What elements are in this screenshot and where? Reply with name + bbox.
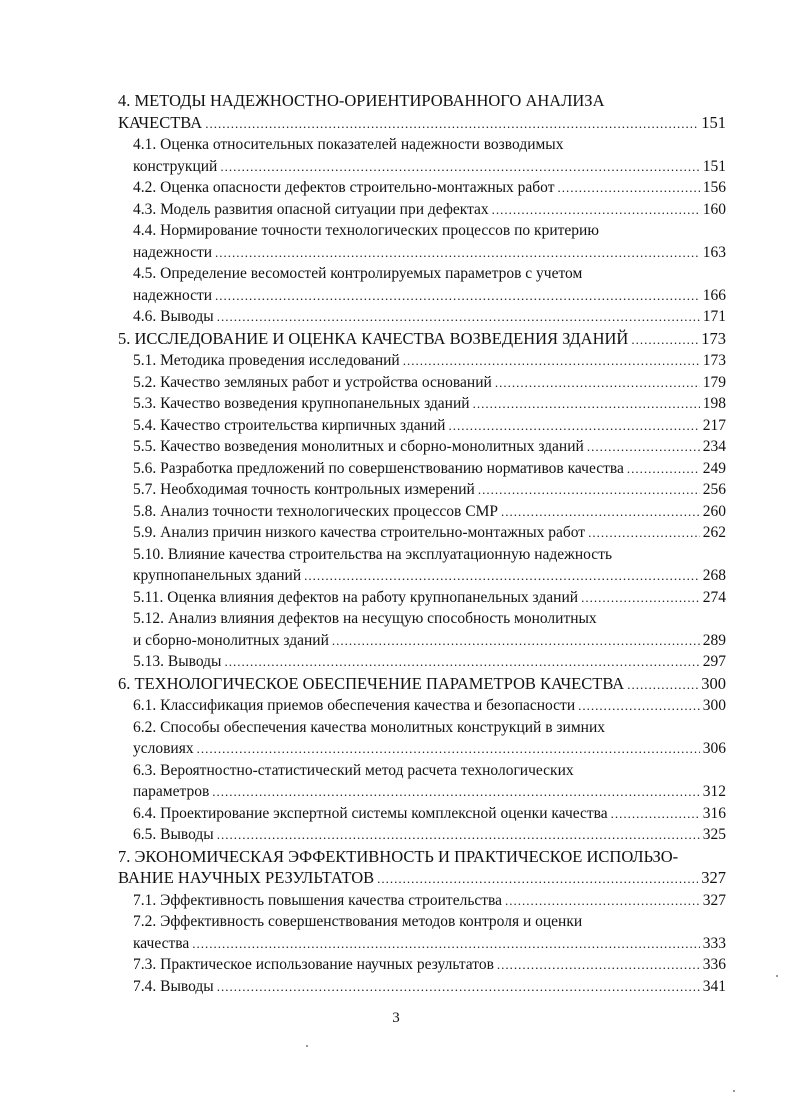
toc-title-text: параметров xyxy=(133,783,210,800)
toc-line xyxy=(118,134,726,156)
toc-title-text: 6. ТЕХНОЛОГИЧЕСКОЕ ОБЕСПЕЧЕНИЕ ПАРАМЕТРОВ КАЧЕСТВА xyxy=(118,673,625,693)
toc-page-number: 327 xyxy=(701,868,726,887)
toc-chapter xyxy=(118,673,726,696)
toc-title-text: надежности xyxy=(133,286,213,304)
toc-page-number: 325 xyxy=(702,826,726,843)
toc-line xyxy=(118,436,726,458)
dot-leader xyxy=(578,695,700,717)
toc-line xyxy=(118,954,726,976)
toc-line xyxy=(118,285,726,307)
toc-title-text: 5.11. Оценка влияния дефектов на работу крупнопанельных зданий xyxy=(133,588,579,606)
toc-line xyxy=(118,867,726,890)
toc-title-text: 4.5. Определение весомостей контролируемых параметров с учетом xyxy=(133,265,583,282)
toc-line xyxy=(118,263,726,285)
toc-section xyxy=(118,393,726,415)
dot-leader xyxy=(627,458,700,480)
toc-page-number: 268 xyxy=(702,567,726,584)
toc-section xyxy=(118,134,726,177)
toc-page-number: 156 xyxy=(702,179,726,196)
toc-page-number: 160 xyxy=(702,200,726,218)
toc-line xyxy=(118,112,726,135)
toc-title-text: 7.4. Выводы xyxy=(133,977,214,995)
toc-page-number: 333 xyxy=(702,934,726,952)
dot-leader xyxy=(304,565,700,587)
dot-leader xyxy=(224,651,699,673)
toc-line xyxy=(118,220,726,242)
toc-section xyxy=(118,501,726,523)
toc-line xyxy=(118,695,726,717)
toc-line xyxy=(118,608,726,630)
toc-line xyxy=(118,522,726,544)
toc-page-number: 300 xyxy=(701,673,726,693)
toc-page-number: 327 xyxy=(702,891,726,909)
dot-leader xyxy=(215,285,700,307)
toc-line xyxy=(118,824,726,846)
toc-page-number: 163 xyxy=(702,243,726,261)
dot-leader xyxy=(581,587,700,609)
toc-line xyxy=(118,803,726,825)
toc-section xyxy=(118,608,726,651)
toc-title-text: крупнопанельных зданий xyxy=(133,567,302,584)
toc-page-number: 316 xyxy=(702,804,726,822)
toc-line xyxy=(118,415,726,437)
dot-leader xyxy=(403,350,700,372)
toc-section xyxy=(118,890,726,912)
dot-leader xyxy=(205,113,698,135)
toc-line xyxy=(118,565,726,587)
dot-leader xyxy=(492,199,700,221)
toc-title-text: условиях xyxy=(133,740,194,757)
toc-line xyxy=(118,372,726,394)
toc-section xyxy=(118,372,726,394)
toc-title-text: 7. ЭКОНОМИЧЕСКАЯ ЭФФЕКТИВНОСТЬ И ПРАКТИЧЕСКОЕ ИСПОЛЬЗО- xyxy=(118,846,679,866)
toc-page-number: 336 xyxy=(702,956,726,973)
toc-title-text: конструкций xyxy=(133,157,218,175)
dot-leader xyxy=(631,329,698,351)
toc-line xyxy=(118,458,726,480)
toc-title-text: 6.3. Вероятностно-статистический метод расчета технологических xyxy=(133,761,574,779)
toc-title-text: 4.6. Выводы xyxy=(133,308,214,325)
toc-page-number: 297 xyxy=(702,653,726,670)
toc-title-text: 5.7. Необходимая точность контрольных измерений xyxy=(133,481,475,498)
dot-leader xyxy=(501,501,700,523)
toc-line xyxy=(118,630,726,652)
dot-leader xyxy=(497,954,700,976)
dot-leader xyxy=(505,890,700,912)
toc-title-text: 4. МЕТОДЫ НАДЕЖНОСТНО-ОРИЕНТИРОВАННОГО АНАЛИЗА xyxy=(118,91,605,110)
dot-leader xyxy=(588,522,700,544)
scan-speck xyxy=(776,975,778,977)
toc-line xyxy=(118,717,726,739)
toc-section xyxy=(118,350,726,372)
dot-leader xyxy=(217,306,700,328)
dot-leader xyxy=(220,156,699,178)
toc-page-number: 179 xyxy=(702,373,726,391)
dot-leader xyxy=(448,415,699,437)
toc-section xyxy=(118,263,726,306)
toc-page-number: 260 xyxy=(702,502,726,520)
toc-page-number: 306 xyxy=(702,740,726,757)
toc-section xyxy=(118,199,726,221)
toc-line xyxy=(118,651,726,673)
toc-line xyxy=(118,306,726,328)
page-number: 3 xyxy=(392,1010,400,1026)
toc-title-text: 5.13. Выводы xyxy=(133,653,222,670)
dot-leader xyxy=(611,803,700,825)
dot-leader xyxy=(217,976,700,998)
toc-title-text: 6.1. Классификация приемов обеспечения качества и безопасности xyxy=(133,697,576,714)
dot-leader xyxy=(587,436,700,458)
scan-speck xyxy=(733,1090,735,1092)
toc-line xyxy=(118,846,726,868)
dot-leader xyxy=(332,630,700,652)
toc-line xyxy=(118,933,726,955)
toc-section xyxy=(118,415,726,437)
toc-page-number: 274 xyxy=(702,588,726,606)
dot-leader xyxy=(197,738,700,760)
toc-title-text: 5.12. Анализ влияния дефектов на несущую способность монолитных xyxy=(133,610,597,627)
toc-section xyxy=(118,717,726,760)
dot-leader xyxy=(217,824,700,846)
toc-line xyxy=(118,673,726,696)
toc-title-text: 4.3. Модель развития опасной ситуации при дефектах xyxy=(133,200,489,218)
toc-section xyxy=(118,651,726,673)
toc-title-text: качества xyxy=(133,934,190,952)
toc-page-number: 166 xyxy=(702,286,726,304)
toc-line xyxy=(118,156,726,178)
toc-line xyxy=(118,177,726,199)
toc-title-text: 6.5. Выводы xyxy=(133,826,214,843)
toc-line xyxy=(118,90,726,112)
toc-page-number: 341 xyxy=(702,977,726,995)
toc-line xyxy=(118,781,726,803)
toc-section xyxy=(118,522,726,544)
toc-title-text: 7.1. Эффективность повышения качества строительства xyxy=(133,891,503,909)
scan-speck xyxy=(306,1045,308,1047)
toc-page-number: 198 xyxy=(702,395,726,412)
toc-page-number: 151 xyxy=(702,157,726,175)
toc-page-number: 312 xyxy=(702,783,726,800)
toc-page-number: 262 xyxy=(702,524,726,541)
toc-section xyxy=(118,911,726,954)
toc-title-text: 5.3. Качество возведения крупнопанельных зданий xyxy=(133,395,470,412)
dot-leader xyxy=(192,933,699,955)
toc-title-text: 6.4. Проектирование экспертной системы комплексной оценки качества xyxy=(133,804,608,822)
toc-title-text: 4.1. Оценка относительных показателей надежности возводимых xyxy=(133,136,564,153)
toc-page-number: 173 xyxy=(702,352,726,369)
toc-section xyxy=(118,803,726,825)
toc-section xyxy=(118,177,726,199)
toc-section xyxy=(118,479,726,501)
toc-section xyxy=(118,544,726,587)
toc-section xyxy=(118,458,726,480)
toc-page-number: 289 xyxy=(702,631,726,649)
toc-title-text: 5.1. Методика проведения исследований xyxy=(133,352,400,369)
toc-chapter xyxy=(118,90,726,134)
toc-title-text: 6.2. Способы обеспечения качества монолитных конструкций в зимних xyxy=(133,718,605,736)
toc-line xyxy=(118,199,726,221)
toc-line xyxy=(118,501,726,523)
toc-section xyxy=(118,976,726,998)
toc-title-text: 5.6. Разработка предложений по совершенствованию нормативов качества xyxy=(133,459,624,477)
toc-line xyxy=(118,760,726,782)
toc-title-text: 7.3. Практическое использование научных результатов xyxy=(133,956,494,973)
toc-line xyxy=(118,328,726,351)
toc-section xyxy=(118,436,726,458)
toc-title-text: 5.2. Качество земляных работ и устройства оснований xyxy=(133,373,492,391)
toc-title-text: КАЧЕСТВА xyxy=(118,112,203,132)
toc-line xyxy=(118,976,726,998)
toc-section xyxy=(118,306,726,328)
toc-title-text: 4.2. Оценка опасности дефектов строительно-монтажных работ xyxy=(133,179,555,196)
toc-chapter xyxy=(118,328,726,351)
toc-title-text: 5.10. Влияние качества строительства на эксплуатационную надежность xyxy=(133,545,613,563)
toc-section xyxy=(118,824,726,846)
toc-page-number: 300 xyxy=(702,697,726,714)
dot-leader xyxy=(215,242,700,264)
toc-line xyxy=(118,242,726,264)
toc-title-text: 5.4. Качество строительства кирпичных зданий xyxy=(133,416,446,434)
toc-title-text: 5. ИССЛЕДОВАНИЕ И ОЦЕНКА КАЧЕСТВА ВОЗВЕДЕНИЯ ЗДАНИЙ xyxy=(118,328,629,348)
toc-page-number: 173 xyxy=(701,328,726,348)
toc-title-text: 7.2. Эффективность совершенствования методов контроля и оценки xyxy=(133,913,583,930)
toc-title-text: 5.8. Анализ точности технологических процессов СМР xyxy=(133,502,498,520)
toc-section xyxy=(118,760,726,803)
toc-line xyxy=(118,890,726,912)
toc-section xyxy=(118,587,726,609)
toc-line xyxy=(118,544,726,566)
toc-line xyxy=(118,393,726,415)
toc-title-text: 4.4. Нормирование точности технологических процессов по критерию xyxy=(133,222,599,239)
toc-section xyxy=(118,220,726,263)
toc-page-number: 151 xyxy=(701,112,726,132)
toc-section xyxy=(118,695,726,717)
table-of-contents xyxy=(118,90,726,997)
dot-leader xyxy=(558,177,700,199)
toc-page-number: 249 xyxy=(702,459,726,477)
toc-title-text: ВАНИЕ НАУЧНЫХ РЕЗУЛЬТАТОВ xyxy=(118,868,375,887)
toc-line xyxy=(118,587,726,609)
toc-title-text: 5.5. Качество возведения монолитных и сборно-монолитных зданий xyxy=(133,438,584,455)
dot-leader xyxy=(627,674,698,696)
toc-section xyxy=(118,954,726,976)
toc-page-number: 256 xyxy=(702,481,726,498)
dot-leader xyxy=(495,372,700,394)
dot-leader xyxy=(377,868,698,890)
toc-page-number: 234 xyxy=(702,438,726,455)
toc-page-number: 171 xyxy=(702,308,726,325)
toc-page-number: 217 xyxy=(702,416,726,434)
toc-title-text: 5.9. Анализ причин низкого качества строительно-монтажных работ xyxy=(133,524,586,541)
toc-line xyxy=(118,911,726,933)
dot-leader xyxy=(473,393,700,415)
dot-leader xyxy=(212,781,699,803)
toc-title-text: и сборно-монолитных зданий xyxy=(133,631,329,649)
toc-chapter xyxy=(118,846,726,890)
toc-line xyxy=(118,479,726,501)
dot-leader xyxy=(478,479,700,501)
toc-line xyxy=(118,350,726,372)
toc-line xyxy=(118,738,726,760)
toc-title-text: надежности xyxy=(133,243,213,261)
